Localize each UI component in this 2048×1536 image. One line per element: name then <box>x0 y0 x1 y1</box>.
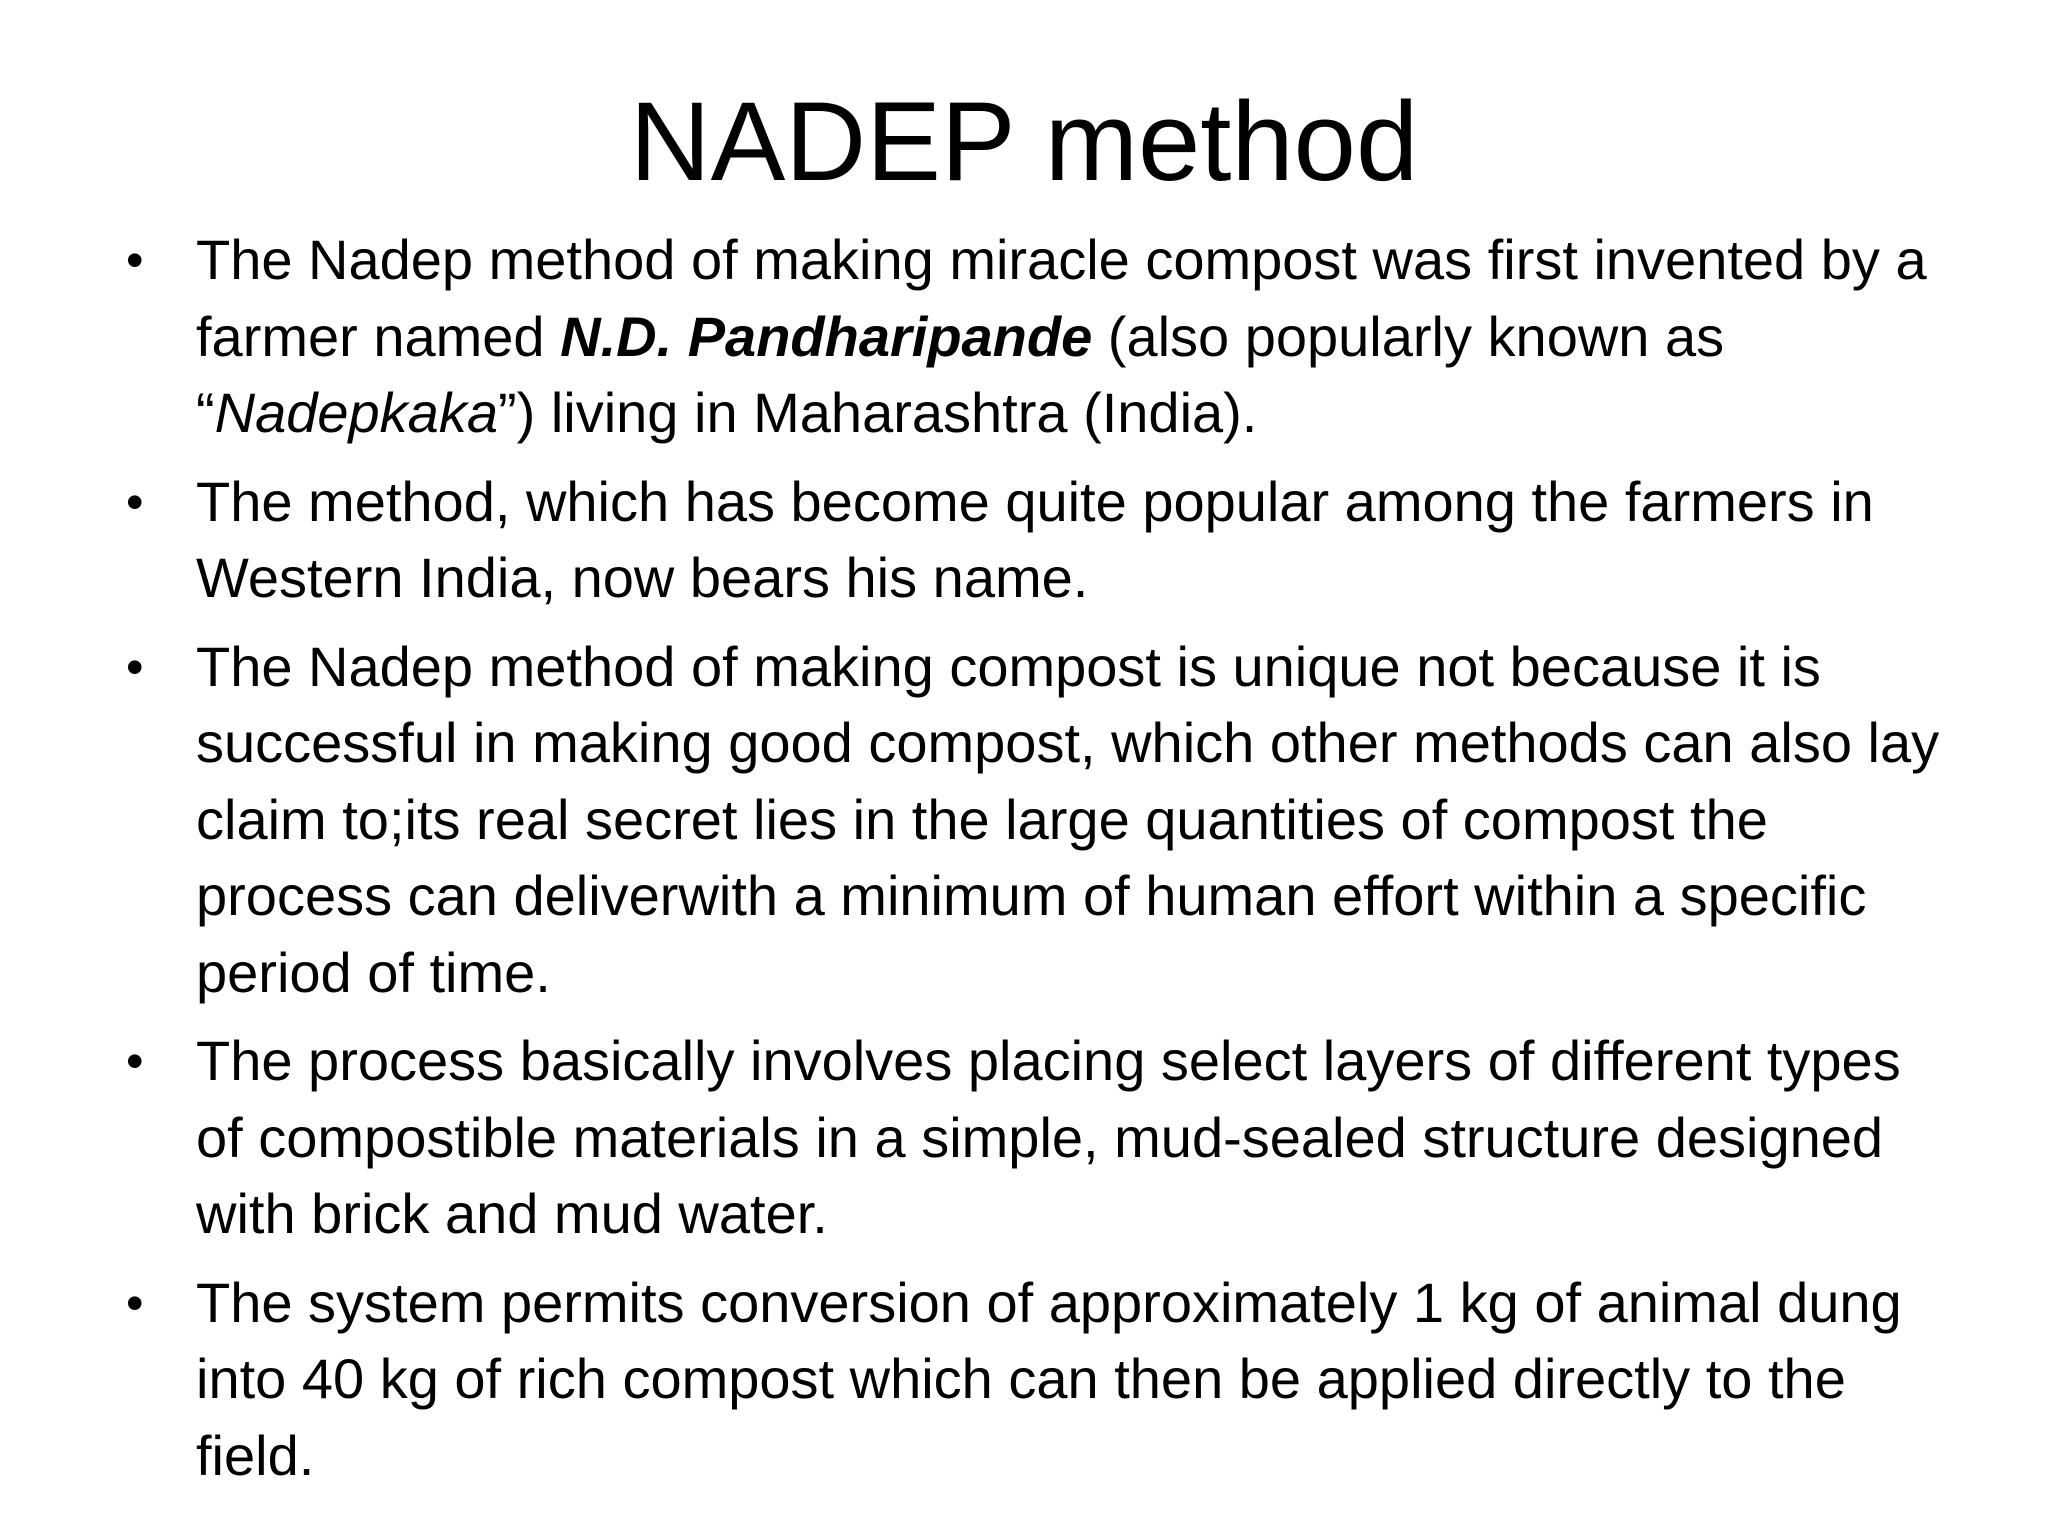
bullet-icon: • <box>126 473 144 530</box>
bullet-text: The Nadep method of making miracle compost was first invented by a farmer named <box>196 228 1927 368</box>
bullet-item-process <box>118 1023 1948 1253</box>
bullet-item-uniqueness <box>118 629 1948 1012</box>
bullet-item-popularity <box>118 464 1948 617</box>
bullet-item-conversion <box>118 1265 1948 1495</box>
bullet-text: The Nadep method of making compost is unique not because it is successful in making good compost, which other methods can also lay claim to;its real secret lies in the large quantities of compost the process can deliverwith a minimum of human effort within a specific period of time. <box>196 634 1940 1004</box>
bullet-text: The process basically involves placing select layers of different types of compostible materials in a simple, mud-sealed structure designed with brick and mud water. <box>196 1029 1901 1245</box>
bullet-icon: • <box>126 1033 144 1089</box>
bullet-list <box>118 222 1948 1506</box>
bullet-item-inventor <box>118 222 1948 452</box>
bullet-icon: • <box>126 1274 144 1331</box>
slide-title: NADEP method <box>629 79 1419 204</box>
bullet-text: The system permits conversion of approximately 1 kg of animal dung into 40 kg of rich compost which can then be applied directly to the field. <box>196 1270 1902 1487</box>
bullet-text: ”) living in Maharashtra (India). <box>497 381 1258 444</box>
bullet-icon: • <box>126 232 144 288</box>
bullet-icon: • <box>126 638 144 695</box>
bullet-text: The method, which has become quite popular among the farmers in Western India, now bears his name. <box>196 469 1874 609</box>
bullet-text: (also popularly known as “ <box>196 304 1725 444</box>
inventor-name: N.D. Pandharipande <box>560 304 1093 368</box>
inventor-nickname: Nadepkaka <box>214 381 498 444</box>
